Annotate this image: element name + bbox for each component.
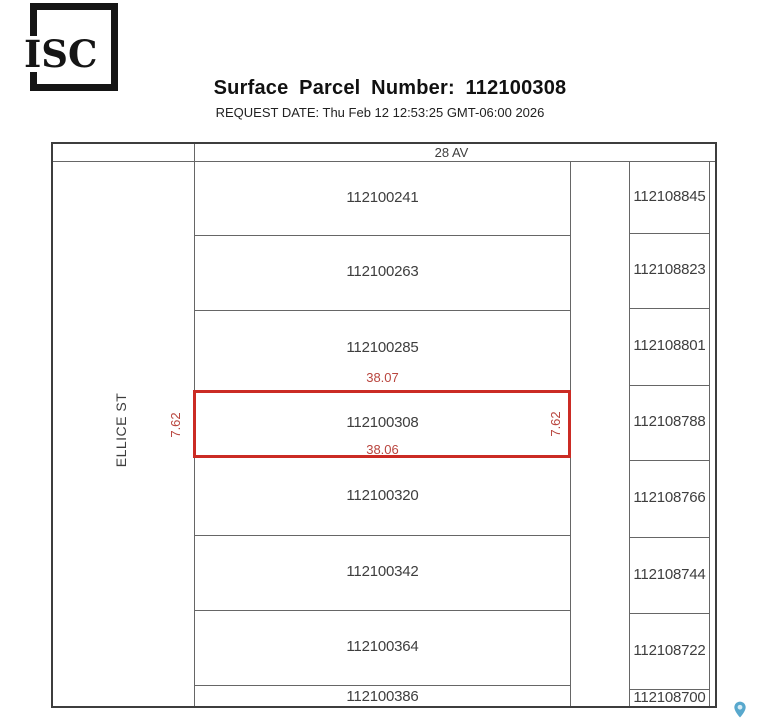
right-column-right-line [709,161,710,706]
parcel-label: 112100342 [346,563,419,580]
parcel-boundary-line [629,537,709,538]
parcel-label: 112100364 [346,638,419,655]
parcel-boundary-line [194,535,570,536]
dimension-label-left: 7.62 [168,412,183,438]
parcel-label: 112108823 [633,261,706,278]
street-band-line [53,161,715,162]
request-date: REQUEST DATE: Thu Feb 12 12:53:25 GMT-06:00 2026 [215,105,545,120]
parcel-label: 112108700 [633,689,706,706]
parcel-boundary-line [629,233,709,234]
parcel-label: 112100285 [346,339,419,356]
street-label-28-av: 28 AV [434,145,469,160]
parcel-boundary-line [194,685,570,686]
parcel-label: 112100386 [346,688,419,705]
right-column-left-line [629,161,630,706]
parcel-label: 112100320 [346,487,419,504]
parcel-label: 112100263 [346,263,419,280]
parcel-boundary-line [194,610,570,611]
parcel-label: 112108722 [633,642,706,659]
map-pin-icon [733,701,747,718]
parcel-boundary-line [194,310,570,311]
dimension-label-right: 7.62 [548,411,563,437]
parcel-label: 112108744 [633,566,706,583]
parcel-label: 112108845 [633,188,706,205]
page-title: Surface Parcel Number: 112100308 [213,77,567,99]
parcel-boundary-line [629,613,709,614]
parcel-label: 112108766 [633,489,706,506]
parcel-label: 112100241 [346,189,419,206]
parcel-boundary-line [629,385,709,386]
parcel-boundary-line [194,235,570,236]
dimension-label-bottom: 38.06 [366,442,399,457]
parcel-map [51,142,717,708]
parcel-label-highlighted: 112100308 [346,414,419,431]
parcel-boundary-line [629,460,709,461]
dimension-label-top: 38.07 [366,370,399,385]
parcel-boundary-line [629,308,709,309]
logo-text: ISC [22,36,100,72]
parcel-map-inner [53,144,715,706]
parcel-label: 112108788 [633,413,706,430]
street-label-ellice-st: ELLICE ST [113,392,129,468]
parcel-label: 112108801 [633,337,706,354]
